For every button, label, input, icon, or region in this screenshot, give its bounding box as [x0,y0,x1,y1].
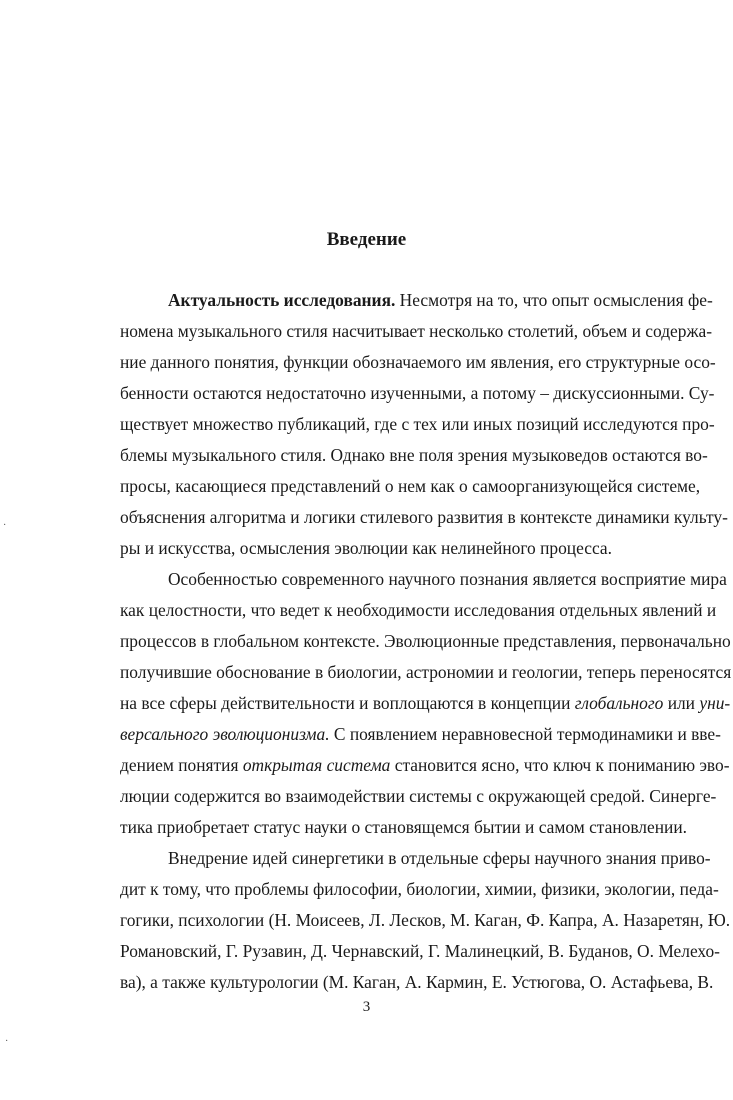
paragraph-1-line-8: объяснения алгоритма и логики стилевого развития в контексте динамики культу- [120,507,728,527]
term-open-system: открытая система [242,755,391,775]
paragraph-3-line-3: гогики, психологии (Н. Моисеев, Л. Лесков, М. Каган, Ф. Капра, А. Назаретян, Ю. [120,910,731,930]
paragraph-3-line-1: Внедрение идей синергетики в отдельные сферы научного знания приво- [168,848,711,868]
scan-speck: · [5,1036,9,1047]
paragraph-1-line-4: бенности остаются недостаточно изученными, а потому – дискуссионными. Су- [120,383,715,403]
paragraph-2-line-1: Особенностью современного научного познания является восприятие мира [168,569,727,589]
paragraph-1-line-9: ры и искусства, осмысления эволюции как нелинейного процесса. [120,538,612,558]
paragraph-2-line-8: люции содержится во взаимодействии системы с окружающей средой. Синерге- [120,786,717,806]
term-universal-end: версального эволюционизма. [120,724,330,744]
paragraph-1-line-3: ние данного понятия, функции обозначаемого им явления, его структурные осо- [120,352,716,372]
paragraph-2-line-7: дением понятия открытая система становится ясно, что ключ к пониманию эво- [120,755,730,775]
section-heading-relevance: Актуальность исследования. [168,290,396,310]
term-global: глобального [574,693,664,713]
page-number: 3 [362,999,371,1015]
paragraph-2-line-4: получившие обоснование в биологии, астрономии и геологии, теперь переносятся [120,662,732,682]
term-universal-start: уни- [699,693,731,713]
paragraph-2-line-5: на все сферы действительности и воплощаются в концепции глобального или уни- [120,693,731,713]
page-title: Введение [326,229,407,250]
paragraph-2-line-6: версального эволюционизма. С появлением неравновесной термодинамики и вве- [120,724,721,744]
paragraph-1-line-2: номена музыкального стиля насчитывает несколько столетий, объем и содержа- [120,321,713,341]
paragraph-3-line-4: Романовский, Г. Рузавин, Д. Чернавский, Г. Малинецкий, В. Буданов, О. Мелехо- [120,941,720,961]
paragraph-2-line-2: как целостности, что ведет к необходимости исследования отдельных явлений и [120,600,717,620]
paragraph-1-line-7: просы, касающиеся представлений о нем как о самоорганизующейся системе, [120,476,701,496]
paragraph-1-line-1: Актуальность исследования. Несмотря на то, что опыт осмысления фе- [168,290,713,310]
paragraph-2-line-9: тика приобретает статус науки о становящемся бытии и самом становлении. [120,817,687,837]
paragraph-2-line-3: процессов в глобальном контексте. Эволюционные представления, первоначально [120,631,731,651]
paragraph-1-line-6: блемы музыкального стиля. Однако вне поля зрения музыковедов остаются во- [120,445,708,465]
paragraph-1-line-5: ществует множество публикаций, где с тех или иных позиций исследуются про- [120,414,715,434]
paragraph-3-line-2: дит к тому, что проблемы философии, биологии, химии, физики, экологии, педа- [120,879,719,899]
scan-speck: · [3,520,7,531]
paragraph-3-line-5: ва), а также культурологии (М. Каган, А. Кармин, Е. Устюгова, О. Астафьева, В. [120,972,714,992]
